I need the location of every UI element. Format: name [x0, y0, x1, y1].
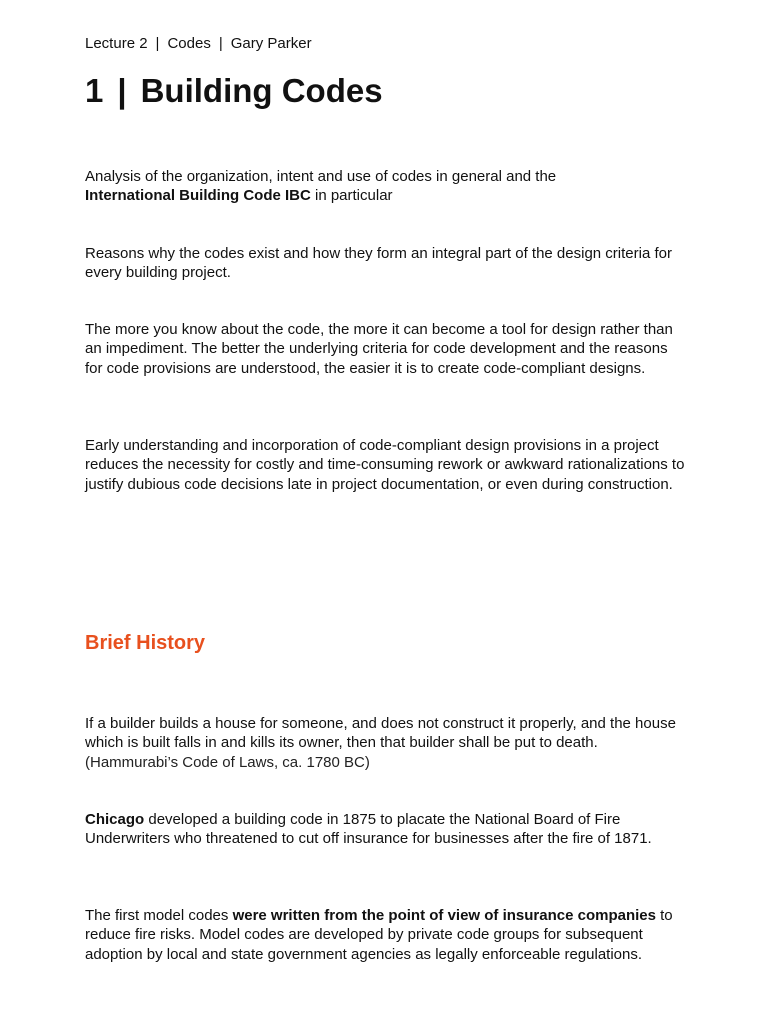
quote-text: If a builder builds a house for someone, and does not construct it properly, and the house which is built falls in and kills its owner, then that builder shall be put to death. [85, 715, 676, 752]
header-author: Gary Parker [230, 35, 312, 52]
model-text-end: to reduce fire risks. Model codes are developed by private code groups for subsequent adoption by local and state government agencies as legally enforceable regulations. [85, 907, 673, 963]
ibc-term: International Building Code IBC [85, 187, 311, 205]
header-lecture: Lecture 2 [85, 35, 148, 52]
intro-p1-tail: in particular [310, 187, 393, 205]
model-text-start: The first model codes [85, 907, 233, 924]
chicago-term: Chicago [85, 811, 145, 828]
header-separator: | [218, 35, 223, 52]
intro-paragraph-2: Reasons why the codes exist and how they form an integral part of the design criteria for every building project. [85, 245, 672, 282]
title-separator: | [117, 72, 127, 109]
model-codes-paragraph [85, 906, 685, 964]
hammurabi-quote [85, 714, 685, 772]
page-title [85, 71, 383, 111]
intro-paragraph-3: The more you know about the code, the more it can become a tool for design rather than an impediment. The better the underlying criteria for code development and the reasons for code provisions are understood, the easier it is to create code-compliant designs. [85, 321, 673, 377]
model-emphasis: were written from the point of view of insurance companies [232, 907, 656, 924]
intro-paragraph-1 [85, 167, 685, 206]
quote-citation: (Hammurabi’s Code of Laws, ca. 1780 BC) [85, 753, 370, 771]
running-header [85, 35, 312, 53]
section-heading-brief-history: Brief History [85, 632, 206, 654]
header-separator: | [155, 35, 160, 52]
intro-p1-text: Analysis of the organization, intent and use of codes in general and the [85, 168, 557, 185]
intro-paragraph-4: Early understanding and incorporation of code-compliant design provisions in a project reduces the necessity for costly and time-consuming rework or awkward rationalizations to justify dubious code decisions late in project documentation, or even during construction. [85, 437, 685, 493]
title-number: 1 [85, 72, 104, 109]
chicago-text: developed a building code in 1875 to placate the National Board of Fire Underwriters who threatened to cut off insurance for businesses after the fire of 1871. [85, 811, 652, 848]
title-text: Building Codes [140, 72, 383, 109]
chicago-paragraph [85, 810, 685, 849]
header-topic: Codes [167, 35, 211, 52]
